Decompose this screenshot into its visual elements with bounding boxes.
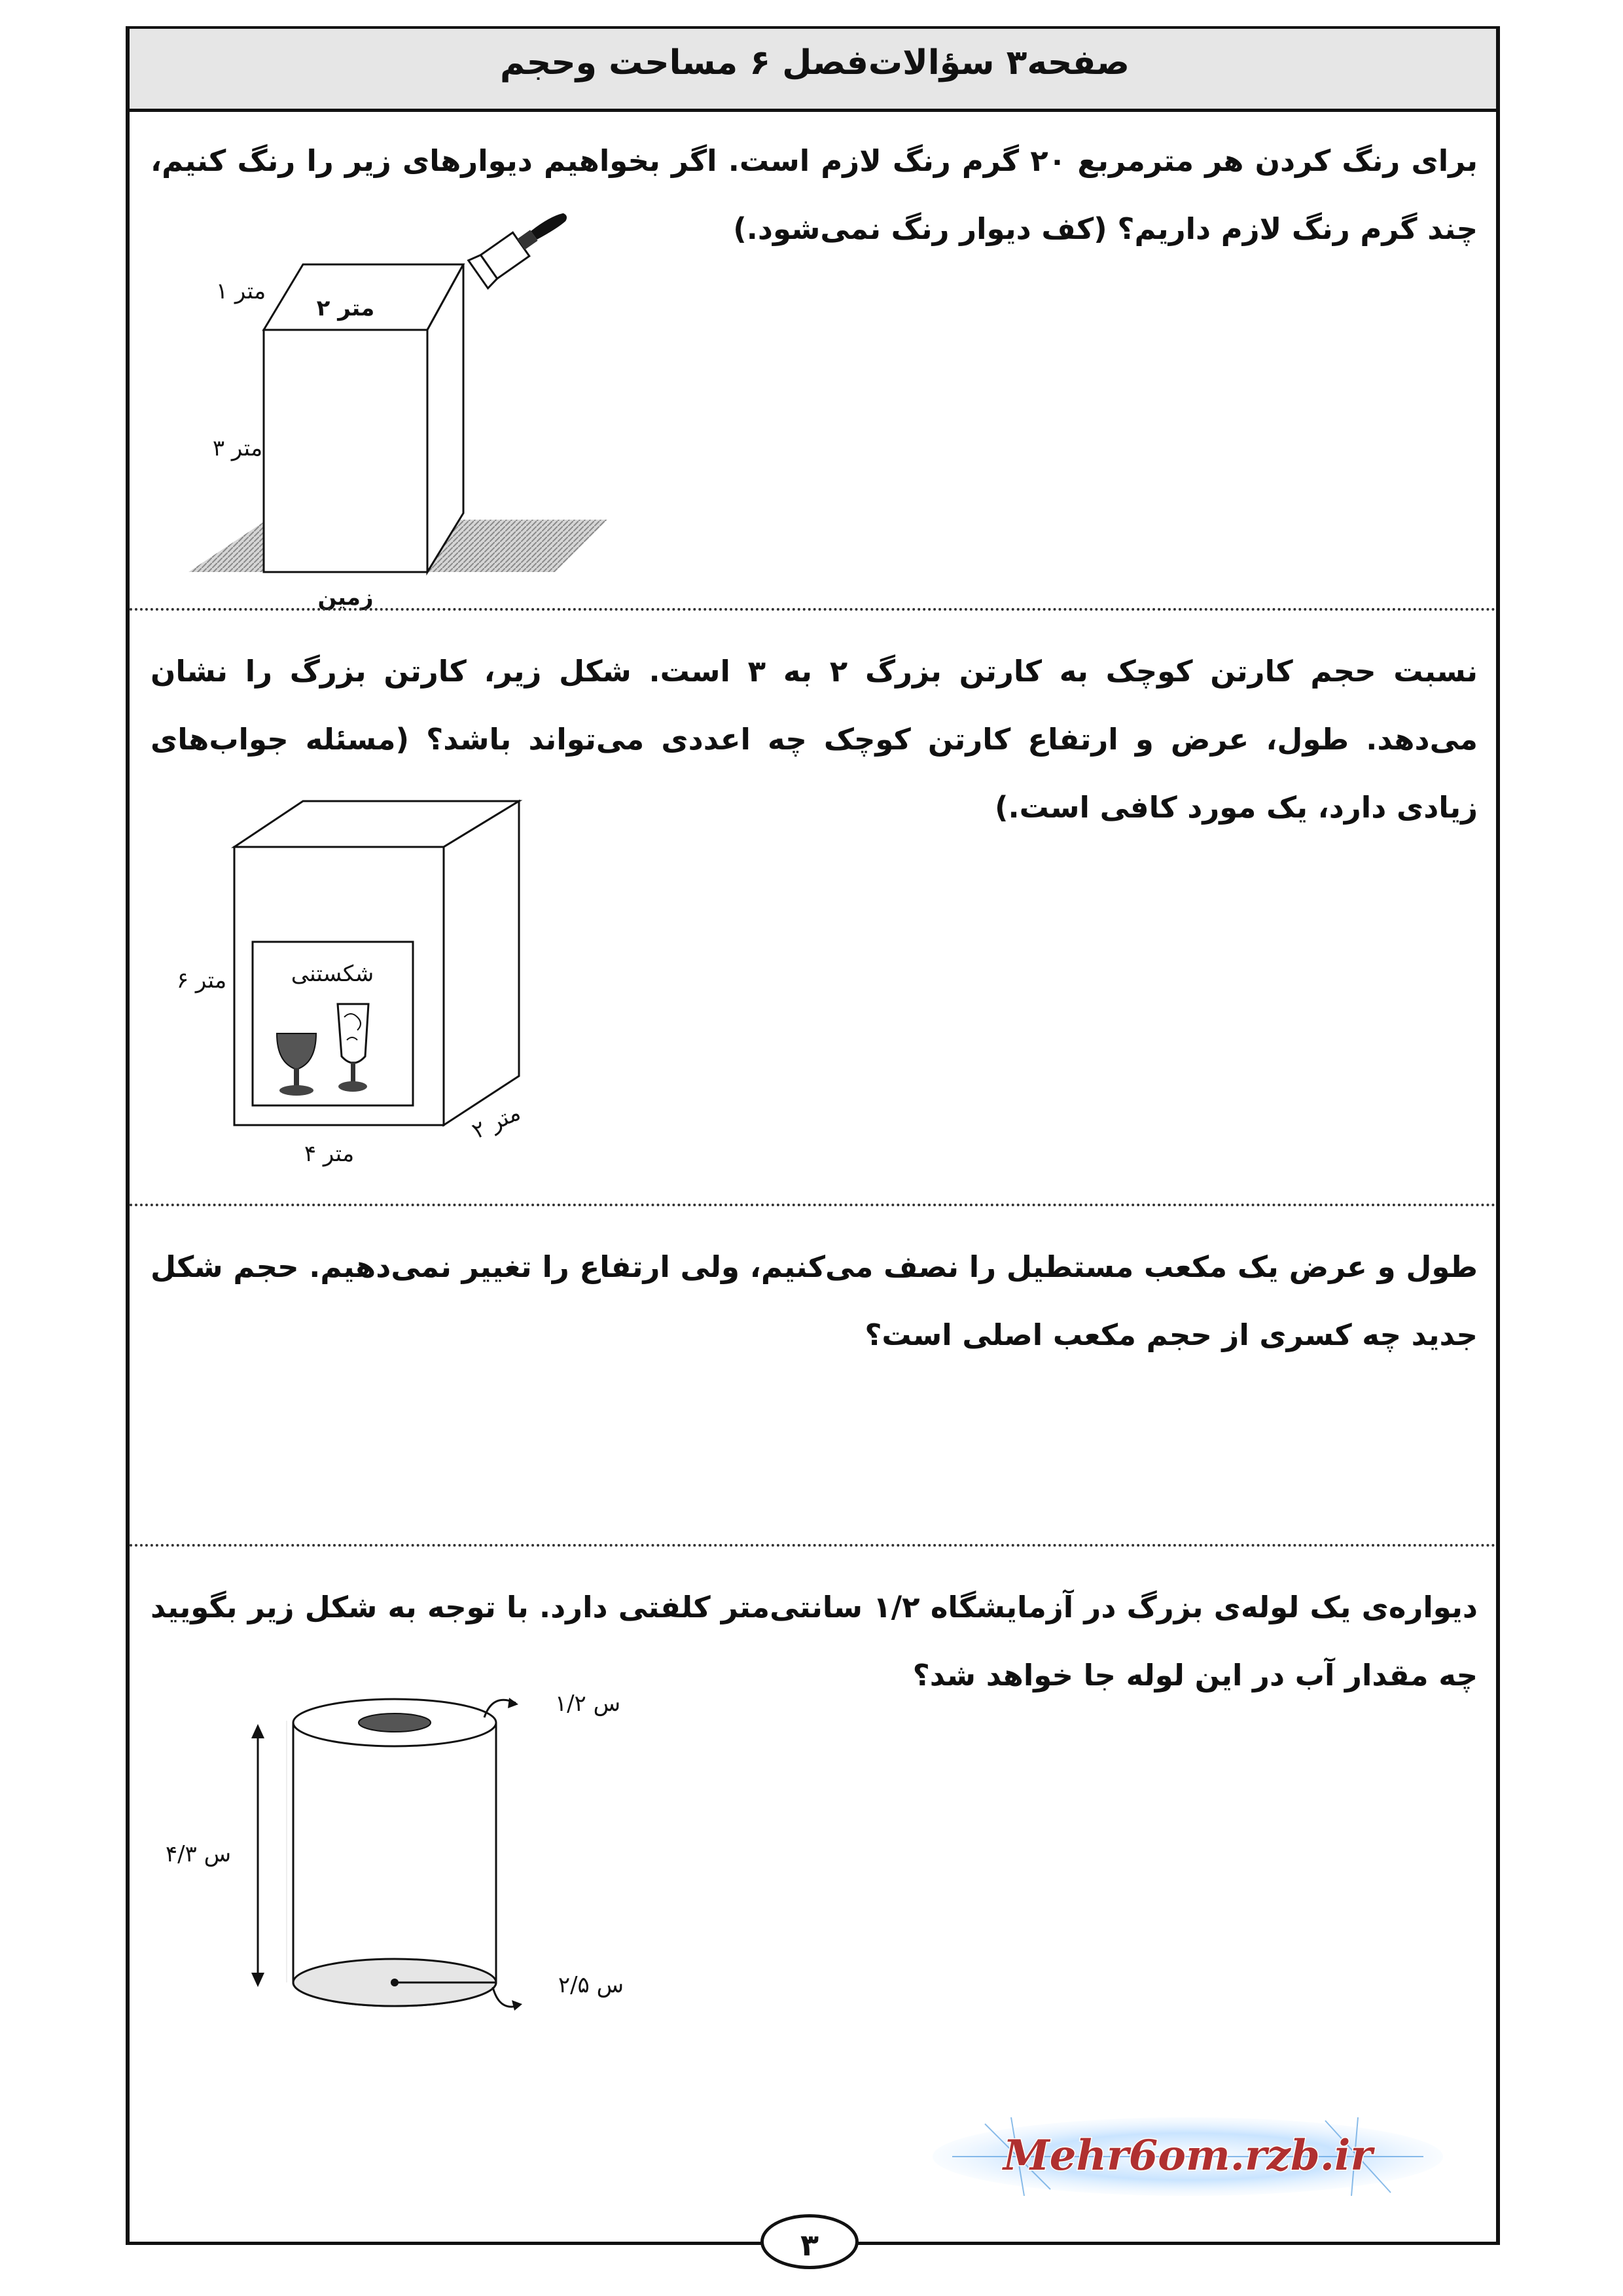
depth-label: ۱ متر (215, 278, 266, 304)
question-2-text: نسبت حجم کارتن کوچک به کارتن بزرگ ۲ به ۳ است. شکل زیر، کارتن بزرگ را نشان می‌دهد. طول، عرض و ارتفاع کارتن کوچک چه اعددی می‌تواند باشد؟ (مسئله جواب‌های زیادی دارد، یک مورد کافی است.) (151, 654, 1478, 825)
separator-1 (130, 608, 1496, 611)
thickness-label: ۱/۲ س (554, 1691, 621, 1717)
pipe-height-label: ۴/۳ س (165, 1841, 232, 1867)
paintbrush-icon (469, 200, 575, 288)
question-3-text: طول و عرض یک مکعب مستطیل را نصف می‌کنیم، ولی ارتفاع را تغییر نمی‌دهیم. حجم شکل جدید چه کسری از حجم مکعب اصلی است؟ (151, 1249, 1478, 1352)
carton-depth-label: ۲ متر (468, 1099, 525, 1145)
carton-figure (143, 762, 705, 1194)
radius-label: ۲/۵ س (558, 1972, 624, 1998)
wall-front-face (264, 330, 427, 572)
pipe-inner-opening (359, 1713, 431, 1732)
page-number: ۳ (760, 2214, 859, 2269)
width-label: ۲ متر (316, 295, 375, 321)
watermark-text: Mehr6om.rzb.ir (1003, 2131, 1373, 2180)
carton-side-face (444, 801, 519, 1125)
page-title: صفحه۳ سؤالات‌فصل ۶ مساحت وحجم (499, 43, 1130, 82)
wall-figure (149, 186, 712, 631)
height-label: ۳ متر (212, 435, 263, 461)
page-header (130, 29, 1496, 112)
question-4-text: دیواره‌ی یک لوله‌ی بزرگ در آزمایشگاه ۱/۲ سانتی‌متر کلفتی دارد. با توجه به شکل زیر بگویید چه مقدار آب در این لوله جا خواهد شد؟ (151, 1590, 1478, 1693)
fragile-label: شکستنی (291, 961, 374, 987)
watermark-logo (933, 2117, 1443, 2196)
pipe-figure (136, 1685, 725, 2025)
ground-label: زمین (317, 584, 374, 611)
question-1-text: برای رنگ کردن هر مترمربع ۲۰ گرم رنگ لازم است. اگر بخواهیم دیوارهای زیر را رنگ کنیم، چند گرم رنگ لازم داریم؟ (کف دیوار رنگ نمی‌شود.) (151, 143, 1478, 246)
separator-2 (130, 1204, 1496, 1206)
carton-width-label: ۴ متر (304, 1141, 355, 1167)
question-3 (130, 1233, 1496, 1369)
carton-height-label: ۶ متر (176, 967, 227, 994)
separator-3 (130, 1544, 1496, 1547)
worksheet-page (126, 26, 1500, 2242)
